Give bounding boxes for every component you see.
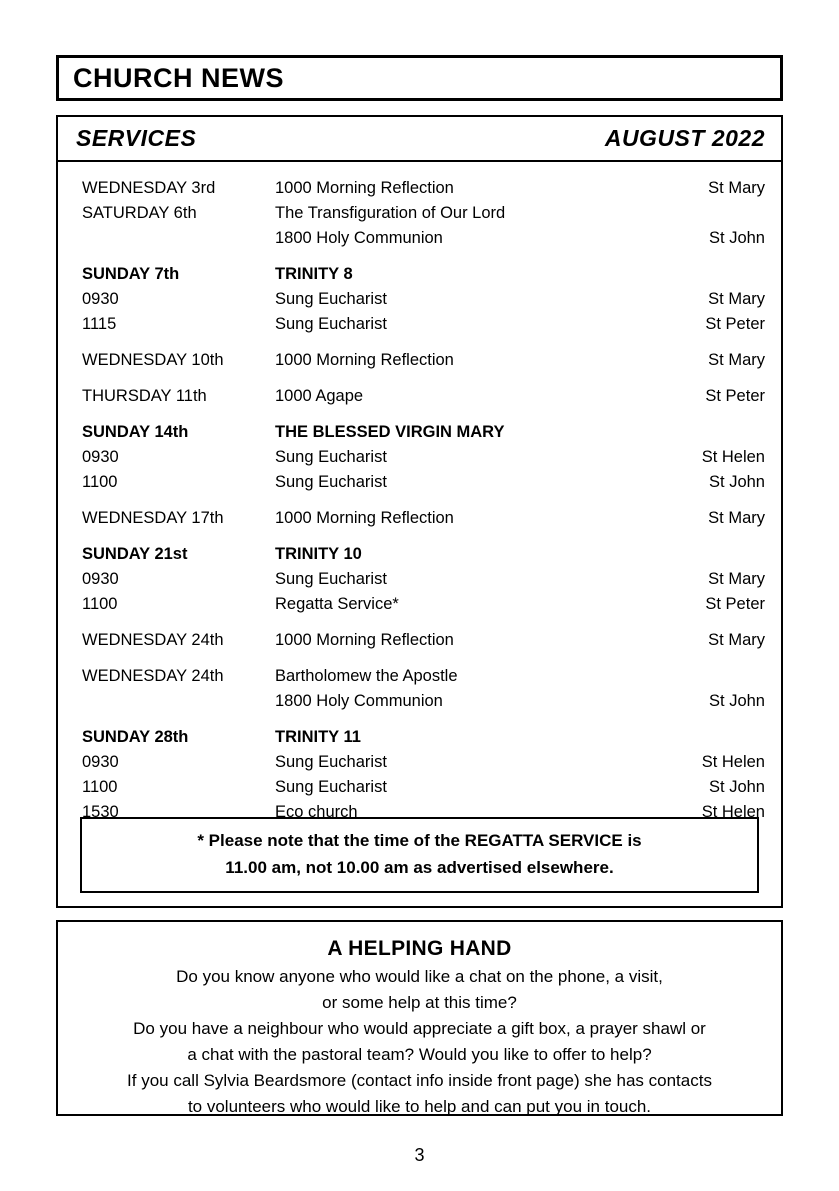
service-when: SUNDAY 21st xyxy=(82,545,188,563)
service-description: 1800 Holy Communion xyxy=(275,692,443,710)
service-location: St Helen xyxy=(701,753,765,771)
service-row xyxy=(82,592,765,617)
service-when: SATURDAY 6th xyxy=(82,204,197,222)
service-location: St John xyxy=(709,473,765,491)
service-when: 0930 xyxy=(82,753,119,771)
service-description: 1000 Morning Reflection xyxy=(275,509,454,527)
service-row xyxy=(82,226,765,251)
services-row-spacer xyxy=(82,617,765,628)
helping-hand-line: If you call Sylvia Beardsmore (contact info inside front page) she has contacts xyxy=(127,1071,712,1090)
regatta-note-line-1: * Please note that the time of the REGATTA SERVICE is xyxy=(197,831,642,850)
service-when: WEDNESDAY 24th xyxy=(82,631,224,649)
service-description: Sung Eucharist xyxy=(275,473,387,491)
service-description: Sung Eucharist xyxy=(275,753,387,771)
service-row xyxy=(82,628,765,653)
service-row xyxy=(82,176,765,201)
service-location: St John xyxy=(709,692,765,710)
service-description: Regatta Service* xyxy=(275,595,399,613)
service-location: St Helen xyxy=(701,448,765,466)
service-location: St Mary xyxy=(708,570,765,588)
service-row xyxy=(82,775,765,800)
service-location: St Mary xyxy=(708,631,765,649)
service-row xyxy=(82,567,765,592)
service-description: 1800 Holy Communion xyxy=(275,229,443,247)
service-row xyxy=(82,201,765,226)
service-when: SUNDAY 7th xyxy=(82,265,180,283)
service-row xyxy=(82,506,765,531)
service-row xyxy=(82,750,765,775)
service-row xyxy=(82,689,765,714)
service-when: SUNDAY 14th xyxy=(82,423,189,441)
service-when: 1100 xyxy=(82,778,118,796)
service-description: TRINITY 11 xyxy=(275,728,361,746)
service-when: 1115 xyxy=(82,315,117,333)
regatta-note-box xyxy=(80,817,759,893)
service-row xyxy=(82,348,765,373)
service-when: 0930 xyxy=(82,448,119,466)
services-panel xyxy=(56,115,783,908)
service-when: 0930 xyxy=(82,290,119,308)
services-list xyxy=(58,162,781,825)
service-when: WEDNESDAY 17th xyxy=(82,509,224,527)
service-when: WEDNESDAY 24th xyxy=(82,667,224,685)
service-description: Sung Eucharist xyxy=(275,570,387,588)
service-description: 1000 Morning Reflection xyxy=(275,179,454,197)
services-row-spacer xyxy=(82,251,765,262)
service-location: St Peter xyxy=(705,387,765,405)
service-when: WEDNESDAY 3rd xyxy=(82,179,216,197)
service-row xyxy=(82,262,765,287)
service-description: Sung Eucharist xyxy=(275,778,387,796)
service-location: St John xyxy=(709,778,765,796)
service-row xyxy=(82,384,765,409)
service-when: 0930 xyxy=(82,570,119,588)
service-location: St Mary xyxy=(708,509,765,527)
service-when: 1530 xyxy=(82,803,119,821)
helping-hand-line: or some help at this time? xyxy=(322,993,517,1012)
service-location: St Mary xyxy=(708,290,765,308)
service-description: Sung Eucharist xyxy=(275,315,387,333)
services-row-spacer xyxy=(82,337,765,348)
service-location: St Peter xyxy=(705,595,765,613)
service-location: St Peter xyxy=(705,315,765,333)
service-when: 1100 xyxy=(82,595,118,613)
service-description: The Transfiguration of Our Lord xyxy=(275,204,506,222)
service-location: St Mary xyxy=(708,351,765,369)
helping-hand-body xyxy=(58,964,781,1120)
service-row xyxy=(82,312,765,337)
helping-hand-line: Do you know anyone who would like a chat on the phone, a visit, xyxy=(176,967,663,986)
services-row-spacer xyxy=(82,495,765,506)
helping-hand-title: A HELPING HAND xyxy=(327,937,512,960)
services-panel-header xyxy=(58,117,781,162)
church-news-header xyxy=(56,55,783,101)
service-location: St Helen xyxy=(701,803,765,821)
services-row-spacer xyxy=(82,714,765,725)
service-description: 1000 Agape xyxy=(275,387,364,405)
helping-hand-line: a chat with the pastoral team? Would you like to offer to help? xyxy=(187,1045,652,1064)
services-row-spacer xyxy=(82,653,765,664)
services-row-spacer xyxy=(82,531,765,542)
service-row xyxy=(82,287,765,312)
service-description: Sung Eucharist xyxy=(275,290,387,308)
service-description: THE BLESSED VIRGIN MARY xyxy=(275,423,505,441)
service-description: 1000 Morning Reflection xyxy=(275,351,454,369)
regatta-note-line-2: 11.00 am, not 10.00 am as advertised elsewhere. xyxy=(225,858,614,877)
service-when: 1100 xyxy=(82,473,118,491)
service-when: WEDNESDAY 10th xyxy=(82,351,224,369)
service-description: Bartholomew the Apostle xyxy=(275,667,458,685)
service-description: Sung Eucharist xyxy=(275,448,387,466)
services-heading-label: SERVICES xyxy=(76,125,197,151)
service-location: St John xyxy=(709,229,765,247)
service-when: SUNDAY 28th xyxy=(82,728,189,746)
page-title: CHURCH NEWS xyxy=(73,62,284,93)
service-row xyxy=(82,470,765,495)
services-row-spacer xyxy=(82,373,765,384)
services-row-spacer xyxy=(82,409,765,420)
helping-hand-line: to volunteers who would like to help and can put you in touch. xyxy=(187,1097,652,1116)
page-number: 3 xyxy=(414,1145,425,1165)
service-row xyxy=(82,420,765,445)
service-row xyxy=(82,445,765,470)
service-row xyxy=(82,542,765,567)
services-month-label: AUGUST 2022 xyxy=(604,125,765,151)
helping-hand-line: Do you have a neighbour who would appreciate a gift box, a prayer shawl or xyxy=(133,1019,706,1038)
service-description: Eco church xyxy=(275,803,358,821)
service-location: St Mary xyxy=(708,179,765,197)
service-description: TRINITY 8 xyxy=(275,265,353,283)
service-row xyxy=(82,664,765,689)
service-description: TRINITY 10 xyxy=(275,545,362,563)
service-description: 1000 Morning Reflection xyxy=(275,631,454,649)
helping-hand-panel xyxy=(56,920,783,1116)
service-when: THURSDAY 11th xyxy=(82,387,207,405)
service-row xyxy=(82,725,765,750)
